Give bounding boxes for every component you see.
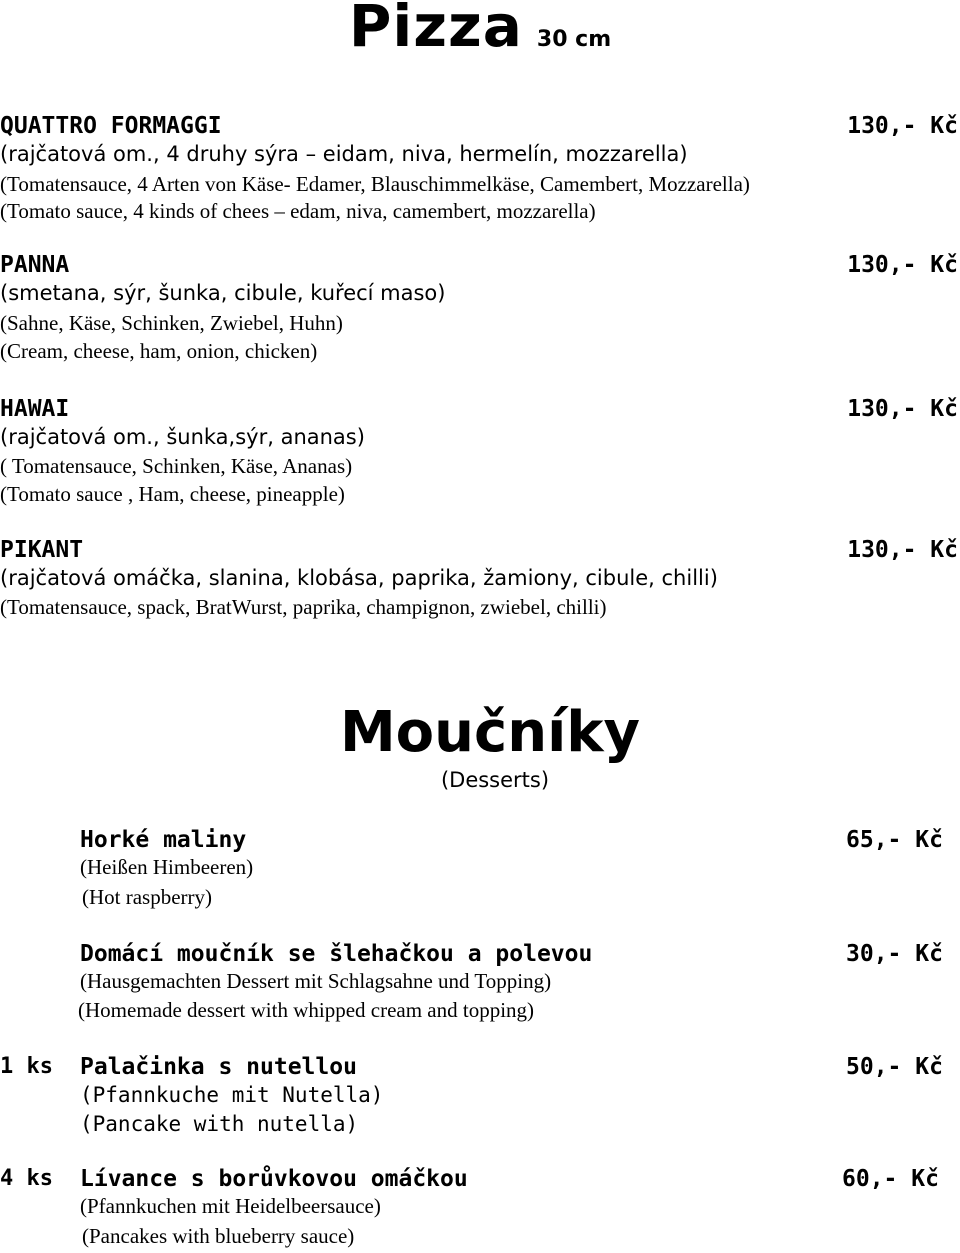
dessert-description-en: (Pancake with nutella) <box>80 1112 359 1136</box>
pizza-description-cz: (rajčatová omáčka, slanina, klobása, paprika, žamiony, cibule, chilli) <box>0 566 718 590</box>
pizza-item-name-row <box>0 539 960 562</box>
dessert-quantity: 1 ks <box>0 1054 53 1079</box>
dessert-price: 60,- Kč <box>842 1166 939 1192</box>
pizza-price: 130,- Kč <box>847 252 958 278</box>
dessert-name: Domácí moučník se šlehačkou a polevou <box>80 941 593 967</box>
dessert-quantity: 4 ks <box>0 1166 53 1191</box>
dessert-price: 65,- Kč <box>846 827 943 853</box>
dessert-description-de: (Pfannkuchen mit Heidelbeersauce) <box>80 1194 381 1218</box>
pizza-description-de: (Tomatensauce, 4 Arten von Käse- Edamer, Blauschimmelkäse, Camembert, Mozzarella) <box>0 172 750 196</box>
dessert-price: 30,- Kč <box>846 941 943 967</box>
pizza-description-de: (Sahne, Käse, Schinken, Zwiebel, Huhn) <box>0 311 343 335</box>
pizza-description-en: (Cream, cheese, ham, onion, chicken) <box>0 339 318 363</box>
page-title <box>0 0 960 60</box>
dessert-description-de: (Hausgemachten Dessert mit Schlagsahne und Topping) <box>80 969 552 993</box>
pizza-name: HAWAI <box>0 396 70 422</box>
dessert-description-en: (Homemade dessert with whipped cream and topping) <box>78 998 535 1022</box>
pizza-price: 130,- Kč <box>847 396 958 422</box>
dessert-name: Palačinka s nutellou <box>80 1054 357 1080</box>
pizza-item-name-row <box>0 398 960 421</box>
pizza-description-cz: (rajčatová om., 4 druhy sýra – eidam, niva, hermelín, mozzarella) <box>0 142 688 166</box>
pizza-name: QUATTRO FORMAGGI <box>0 113 222 139</box>
desserts-title: Moučníky <box>339 700 641 765</box>
dessert-price: 50,- Kč <box>846 1054 943 1080</box>
pizza-description-cz: (rajčatová om., šunka,sýr, ananas) <box>0 425 365 449</box>
pizza-name: PIKANT <box>0 537 84 563</box>
dessert-description-en: (Hot raspberry) <box>82 885 213 909</box>
dessert-name: Horké maliny <box>80 827 247 853</box>
pizza-price: 130,- Kč <box>847 113 958 139</box>
pizza-description-cz: (smetana, sýr, šunka, cibule, kuřecí maso) <box>0 281 446 305</box>
pizza-description-de: (Tomatensauce, spack, BratWurst, paprika, champignon, zwiebel, chilli) <box>0 595 607 619</box>
pizza-size: 30 cm <box>536 27 612 52</box>
menu-section-title: Pizza <box>348 0 523 60</box>
dessert-description-de: (Heißen Himbeeren) <box>80 855 254 879</box>
pizza-description-de: ( Tomatensauce, Schinken, Käse, Ananas) <box>0 454 353 478</box>
dessert-description-en: (Pancakes with blueberry sauce) <box>82 1224 355 1248</box>
desserts-subtitle: (Desserts) <box>440 768 550 792</box>
pizza-item-name-row <box>0 115 960 138</box>
pizza-item-name-row <box>0 254 960 277</box>
dessert-name: Lívance s borůvkovou omáčkou <box>80 1166 468 1192</box>
pizza-description-en: (Tomato sauce, 4 kinds of chees – edam, niva, camembert, mozzarella) <box>0 199 596 223</box>
pizza-name: PANNA <box>0 252 70 278</box>
dessert-description-de: (Pfannkuche mit Nutella) <box>80 1083 384 1107</box>
pizza-price: 130,- Kč <box>847 537 958 563</box>
pizza-description-en: (Tomato sauce , Ham, cheese, pineapple) <box>0 482 345 506</box>
